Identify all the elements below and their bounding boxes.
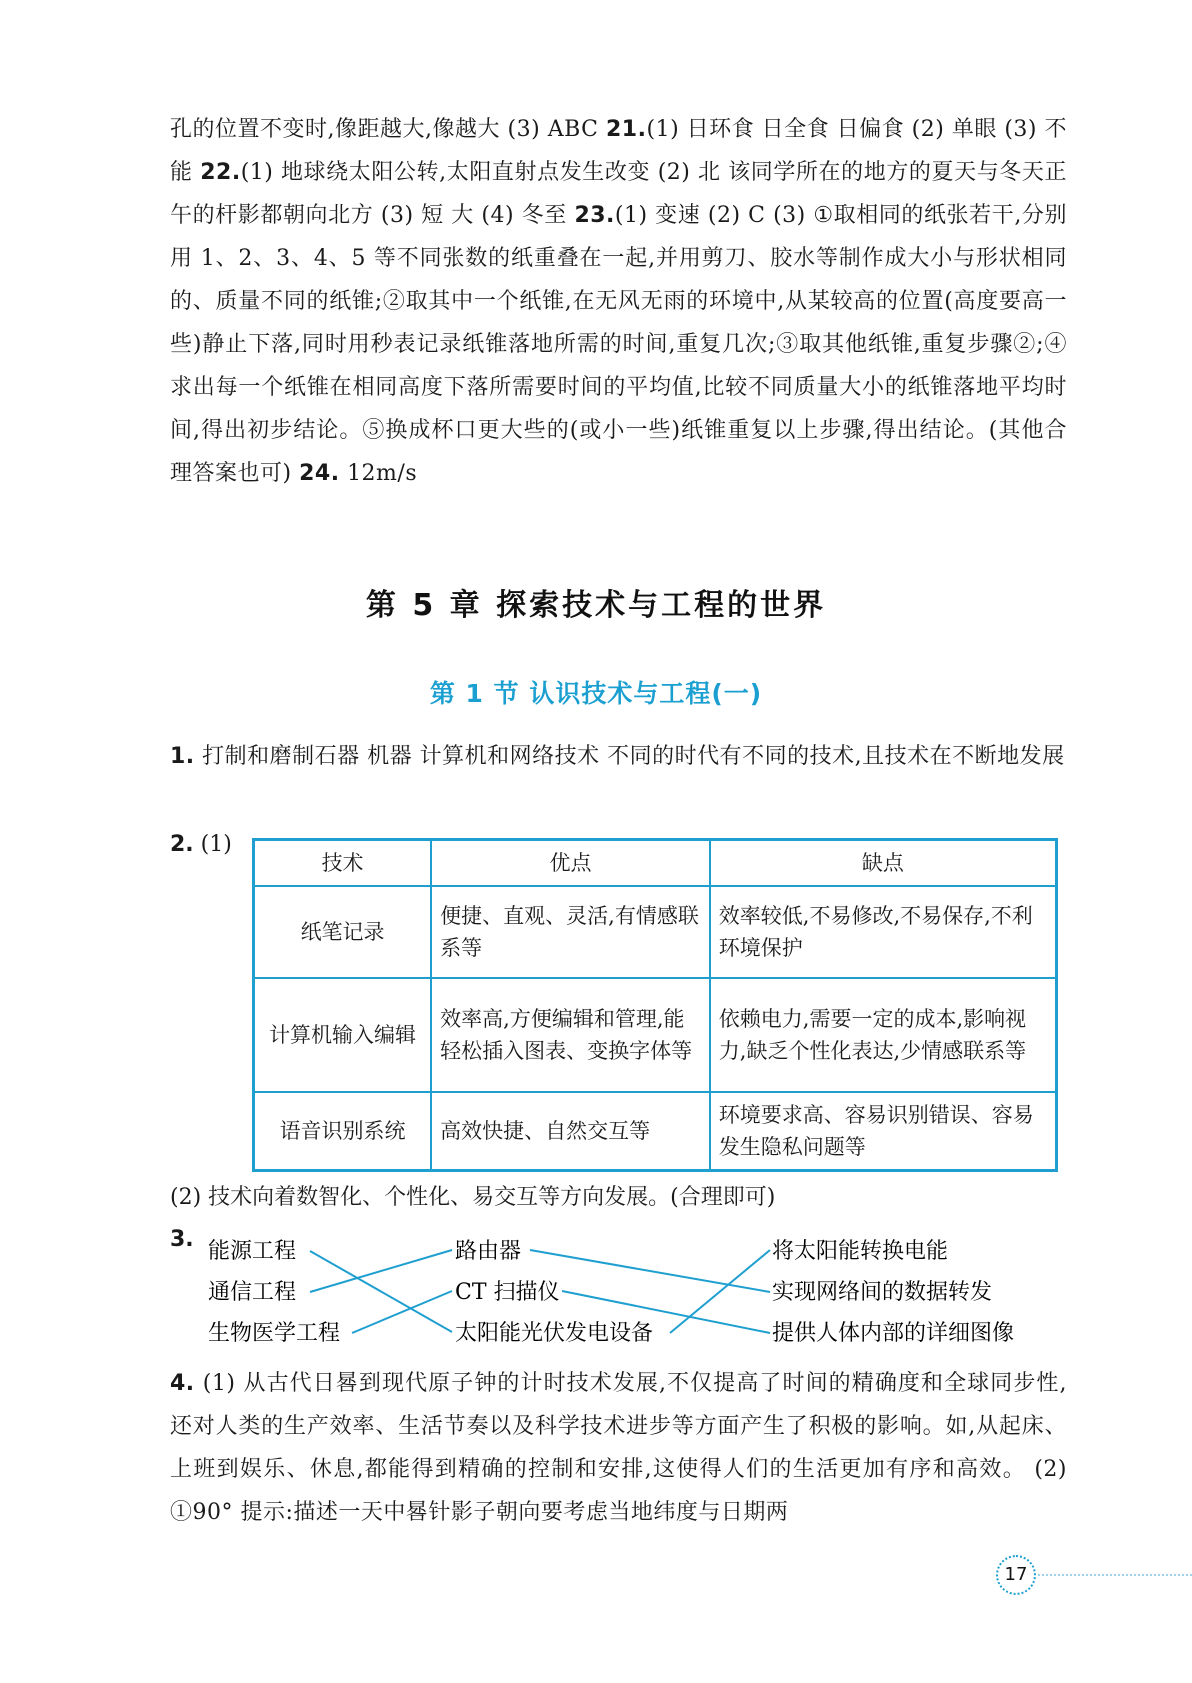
q2-label <box>170 830 232 860</box>
q23-number: 23. <box>574 203 615 228</box>
q2-sub1-label: (1) <box>200 832 232 857</box>
cell-disadvantages: 环境要求高、容易识别错误、容易发生隐私问题等 <box>710 1092 1057 1171</box>
header-advantages: 优点 <box>431 840 710 887</box>
match-middle-item: 路由器 <box>455 1239 522 1264</box>
match-line <box>352 1291 452 1333</box>
q1-answer: 打制和磨制石器 机器 计算机和网络技术 不同的时代有不同的技术,且技术在不断地发展 <box>202 744 1065 769</box>
match-right-item: 将太阳能转换电能 <box>772 1239 949 1264</box>
table-row <box>254 978 1057 1092</box>
q4-answer: (1) 从古代日晷到现代原子钟的计时技术发展,不仅提高了时间的精确度和全球同步性,还对人类的生产效率、生活节奏以及科学技术进步等方面产生了积极的影响。如,从起床、上班到娱乐、休息,都能得到精确的控制和安排,这使得人们的生活更加有序和高效。 (2) ①90° 提示:描述一天中晷针影子朝向要考虑当地纬度与日期两 <box>170 1371 1067 1525</box>
q24-number: 24. <box>299 461 340 486</box>
header-technology: 技术 <box>254 840 432 887</box>
cell-disadvantages: 效率较低,不易修改,不易保存,不利环境保护 <box>710 886 1057 978</box>
match-middle-item: CT 扫描仪 <box>455 1280 560 1305</box>
cell-disadvantages: 依赖电力,需要一定的成本,影响视力,缺乏个性化表达,少情感联系等 <box>710 978 1057 1092</box>
table-row <box>254 886 1057 978</box>
cell-technology: 计算机输入编辑 <box>254 978 432 1092</box>
match-line <box>310 1250 452 1292</box>
q4-number: 4. <box>170 1371 195 1396</box>
q1-block <box>170 735 1067 778</box>
q4-block <box>170 1362 1067 1534</box>
matching-diagram <box>200 1228 1080 1368</box>
match-left-item: 能源工程 <box>208 1239 297 1264</box>
match-left-item: 通信工程 <box>208 1280 297 1305</box>
match-right-item: 提供人体内部的详细图像 <box>772 1321 1015 1346</box>
q24-answer: 12m/s <box>347 461 418 486</box>
continued-answers <box>170 108 1067 495</box>
q1-number: 1. <box>170 744 195 769</box>
q21-answer: (1) 日环食 日全食 日偏食 (2) 单眼 (3) 不能 <box>170 117 1067 185</box>
table-header-row <box>254 840 1057 887</box>
q2-part2: (2) 技术向着数智化、个性化、易交互等方向发展。(合理即可) <box>170 1185 776 1210</box>
chapter-title: 第 5 章 探索技术与工程的世界 <box>365 588 827 623</box>
q22-answer: (1) 地球绕太阳公转,太阳直射点发生改变 (2) 北 该同学所在的地方的夏天与冬天正午的杆影都朝向北方 (3) 短 大 (4) 冬至 <box>170 160 1068 228</box>
match-line <box>670 1250 770 1333</box>
cell-advantages: 效率高,方便编辑和管理,能轻松插入图表、变换字体等 <box>431 978 710 1092</box>
match-right-item: 实现网络间的数据转发 <box>772 1280 993 1305</box>
q2-number: 2. <box>170 832 194 857</box>
q21-number: 21. <box>606 117 647 142</box>
q23-answer: (1) 变速 (2) C (3) ①取相同的纸张若干,分别用 1、2、3、4、5 等不同张数的纸重叠在一起,并用剪刀、胶水等制作成大小与形状相同的、质量不同的纸锥;②取其中一个纸锥,在无风无雨的环境中,从某较高的位置(高度要高一些)静止下落,同时用秒表记录纸锥落地所需的时间,重复几次;③取其他纸锥,重复步骤②;④求出每一个纸锥在相同高度下落所需要时间的平均值,比较不同质量大小的纸锥落地平均时间,得出初步结论。⑤换成杯口更大些的(或小一些)纸锥重复以上步骤,得出结论。(其他合理答案也可) <box>170 203 1067 486</box>
match-left-item: 生物医学工程 <box>208 1321 341 1346</box>
cell-advantages: 高效快捷、自然交互等 <box>431 1092 710 1171</box>
match-middle-item: 太阳能光伏发电设备 <box>455 1321 654 1346</box>
table-row <box>254 1092 1057 1171</box>
page-number-decoration <box>1038 1574 1192 1576</box>
match-line <box>530 1250 770 1292</box>
cell-technology: 纸笔记录 <box>254 886 432 978</box>
section-title: 第 1 节 认识技术与工程(一) <box>429 679 763 708</box>
cell-technology: 语音识别系统 <box>254 1092 432 1171</box>
answer-20-tail: 孔的位置不变时,像距越大,像越大 (3) ABC <box>170 117 606 142</box>
header-disadvantages: 缺点 <box>710 840 1057 887</box>
page-number: 17 <box>996 1555 1036 1595</box>
q22-number: 22. <box>200 160 241 185</box>
technology-comparison-table <box>252 838 1058 1172</box>
cell-advantages: 便捷、直观、灵活,有情感联系等 <box>431 886 710 978</box>
q3-number-text: 3. <box>170 1227 194 1252</box>
q3-number <box>170 1225 194 1255</box>
